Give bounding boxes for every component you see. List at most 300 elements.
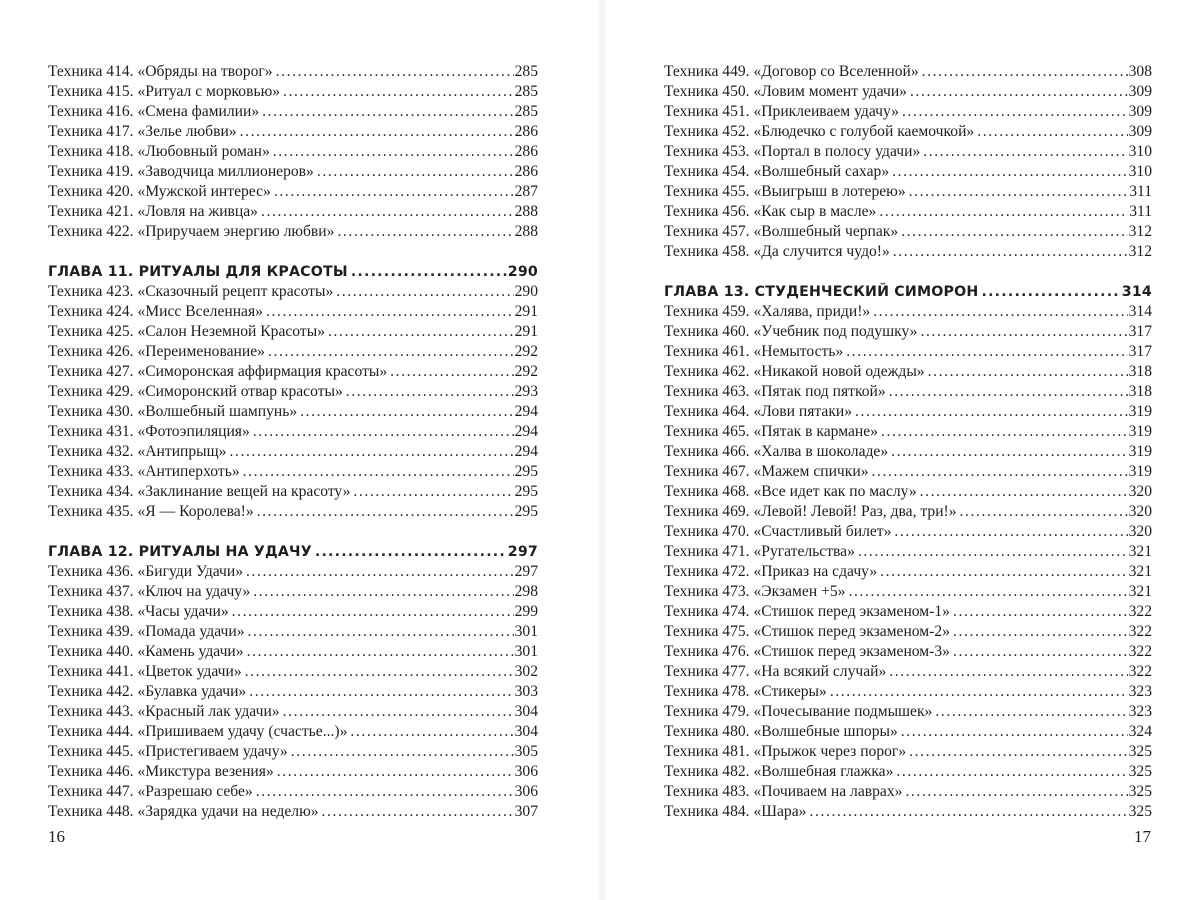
- entry-page-number: 295: [514, 483, 538, 500]
- dot-leader: [253, 582, 513, 602]
- entry-title: Техника 444. «Пришиваем удачу (счастье...)»: [48, 723, 348, 740]
- entry-page-number: 291: [514, 323, 538, 340]
- toc-entry: [664, 502, 1152, 522]
- toc-entry: [664, 302, 1152, 322]
- dot-leader: [953, 622, 1128, 642]
- entry-page-number: 288: [514, 223, 538, 240]
- dot-leader: [960, 502, 1128, 522]
- dot-leader: [266, 302, 514, 322]
- entry-title: Техника 473. «Экзамен +5»: [664, 583, 846, 600]
- entry-title: Техника 465. «Пятак в кармане»: [664, 423, 878, 440]
- dot-leader: [336, 282, 513, 302]
- dot-leader: [273, 142, 514, 162]
- entry-title: Техника 418. «Любовный роман»: [48, 143, 270, 160]
- entry-page-number: 322: [1128, 623, 1152, 640]
- entry-page-number: 301: [514, 623, 538, 640]
- toc-entry: [664, 202, 1152, 222]
- entry-page-number: 304: [514, 703, 538, 720]
- entry-title: Техника 431. «Фотоэпиляция»: [48, 423, 250, 440]
- toc-entry: [664, 562, 1152, 582]
- entry-title: Техника 471. «Ругательства»: [664, 543, 855, 560]
- entry-page-number: 285: [514, 103, 538, 120]
- dot-leader: [902, 102, 1128, 122]
- dot-leader: [276, 62, 514, 82]
- entry-title: Техника 478. «Стикеры»: [664, 683, 827, 700]
- dot-leader: [268, 342, 514, 362]
- entry-page-number: 320: [1128, 523, 1152, 540]
- toc-entry: [664, 602, 1152, 622]
- dot-leader: [855, 402, 1128, 422]
- entry-title: Техника 472. «Приказ на сдачу»: [664, 563, 878, 580]
- entry-page-number: 322: [1128, 643, 1152, 660]
- toc-entry: [48, 782, 538, 802]
- dot-leader: [346, 382, 514, 402]
- dot-leader: [928, 362, 1128, 382]
- dot-leader: [896, 762, 1127, 782]
- section-gap: [664, 262, 1152, 282]
- entry-page-number: 301: [514, 643, 538, 660]
- entry-page-number: 322: [1128, 603, 1152, 620]
- toc-entry: [48, 282, 538, 302]
- toc-entry: [664, 402, 1152, 422]
- entry-page-number: 314: [1121, 284, 1152, 300]
- dot-leader: [256, 782, 514, 802]
- entry-title: Техника 468. «Все идет как по маслу»: [664, 483, 917, 500]
- dot-leader: [277, 762, 514, 782]
- dot-leader: [889, 382, 1128, 402]
- toc-entry: [664, 122, 1152, 142]
- toc-entry: [664, 482, 1152, 502]
- entry-title: Техника 456. «Как сыр в масле»: [664, 203, 877, 220]
- entry-title: Техника 420. «Мужской интерес»: [48, 183, 271, 200]
- entry-title: Техника 453. «Портал в полосу удачи»: [664, 143, 921, 160]
- toc-entry: [664, 702, 1152, 722]
- toc-entry: [664, 762, 1152, 782]
- entry-page-number: 290: [507, 264, 538, 280]
- dot-leader: [353, 482, 513, 502]
- dot-leader: [881, 422, 1128, 442]
- entry-page-number: 314: [1128, 303, 1152, 320]
- entry-page-number: 303: [514, 683, 538, 700]
- entry-title: Техника 449. «Договор со Вселенной»: [664, 63, 919, 80]
- entry-page-number: 319: [1128, 463, 1152, 480]
- entry-title: Техника 479. «Почесывание подмышек»: [664, 703, 933, 720]
- toc-entry: [48, 382, 538, 402]
- dot-leader: [262, 102, 513, 122]
- entry-page-number: 317: [1128, 323, 1152, 340]
- toc-entry: [664, 242, 1152, 262]
- entry-page-number: 318: [1128, 363, 1152, 380]
- entry-title: Техника 414. «Обряды на творог»: [48, 63, 273, 80]
- entry-title: Техника 442. «Булавка удачи»: [48, 683, 247, 700]
- book-spine: [596, 0, 608, 900]
- toc-entry: [48, 762, 538, 782]
- dot-leader: [317, 162, 514, 182]
- toc-chapter-heading: [48, 262, 538, 282]
- entry-title: Техника 448. «Зарядка удачи на неделю»: [48, 803, 319, 820]
- entry-page-number: 320: [1128, 483, 1152, 500]
- entry-page-number: 317: [1128, 343, 1152, 360]
- dot-leader: [901, 222, 1127, 242]
- entry-page-number: 286: [514, 163, 538, 180]
- toc-entry: [48, 162, 538, 182]
- dot-leader: [322, 802, 514, 822]
- entry-page-number: 306: [514, 783, 538, 800]
- toc-entry: [664, 582, 1152, 602]
- entry-title: Техника 464. «Лови пятаки»: [664, 403, 853, 420]
- dot-leader: [901, 722, 1128, 742]
- page-number-left: 16: [48, 827, 65, 846]
- dot-leader: [249, 682, 513, 702]
- toc-entry: [48, 702, 538, 722]
- entry-title: Техника 419. «Заводчица миллионеров»: [48, 163, 314, 180]
- entry-page-number: 307: [514, 803, 538, 820]
- dot-leader: [283, 82, 514, 102]
- entry-title: Техника 467. «Мажем спички»: [664, 463, 869, 480]
- dot-leader: [291, 742, 514, 762]
- entry-title: Техника 446. «Микстура везения»: [48, 763, 274, 780]
- entry-title: Техника 480. «Волшебные шпоры»: [664, 723, 898, 740]
- entry-title: Техника 481. «Прыжок через порог»: [664, 743, 907, 760]
- toc-entry: [664, 782, 1152, 802]
- entry-title: Техника 445. «Пристегиваем удачу»: [48, 743, 288, 760]
- entry-title: Техника 422. «Приручаем энергию любви»: [48, 223, 335, 240]
- entry-page-number: 309: [1128, 103, 1152, 120]
- entry-title: Техника 466. «Халва в шоколаде»: [664, 443, 889, 460]
- dot-leader: [261, 202, 514, 222]
- dot-leader: [350, 722, 513, 742]
- entry-page-number: 311: [1129, 203, 1152, 220]
- entry-page-number: 309: [1128, 83, 1152, 100]
- dot-leader: [229, 442, 513, 462]
- dot-leader: [889, 662, 1127, 682]
- toc-entry: [664, 82, 1152, 102]
- toc-entry: [664, 802, 1152, 822]
- toc-entry: [48, 422, 538, 442]
- toc-entry: [48, 62, 538, 82]
- toc-entry: [48, 802, 538, 822]
- entry-title: Техника 458. «Да случится чудо!»: [664, 243, 890, 260]
- entry-page-number: 310: [1128, 163, 1152, 180]
- dot-leader: [315, 542, 507, 562]
- toc-entry: [664, 102, 1152, 122]
- toc-entry: [48, 502, 538, 522]
- entry-title: Техника 459. «Халява, приди!»: [664, 303, 871, 320]
- entry-page-number: 294: [514, 403, 538, 420]
- entry-page-number: 321: [1128, 543, 1152, 560]
- section-gap: [48, 242, 538, 262]
- entry-title: Техника 423. «Сказочный рецепт красоты»: [48, 283, 334, 300]
- dot-leader: [248, 622, 514, 642]
- entry-title: Техника 457. «Волшебный черпак»: [664, 223, 899, 240]
- toc-entry: [48, 582, 538, 602]
- page-number-right: 17: [1134, 827, 1151, 846]
- entry-title: Техника 429. «Симоронский отвар красоты»: [48, 383, 343, 400]
- entry-title: Техника 434. «Заклинание вещей на красоту»: [48, 483, 351, 500]
- entry-page-number: 287: [514, 183, 538, 200]
- entry-page-number: 318: [1128, 383, 1152, 400]
- dot-leader: [910, 82, 1128, 102]
- toc-entry: [664, 222, 1152, 242]
- entry-page-number: 319: [1128, 423, 1152, 440]
- entry-title: Техника 443. «Красный лак удачи»: [48, 703, 280, 720]
- entry-title: Техника 454. «Волшебный сахар»: [664, 163, 890, 180]
- toc-entry: [48, 742, 538, 762]
- dot-leader: [274, 182, 514, 202]
- dot-leader: [922, 62, 1128, 82]
- entry-page-number: 294: [514, 443, 538, 460]
- entry-page-number: 324: [1128, 723, 1152, 740]
- dot-leader: [257, 502, 514, 522]
- dot-leader: [337, 222, 513, 242]
- toc-entry: [48, 562, 538, 582]
- toc-entry: [48, 302, 538, 322]
- entry-page-number: 297: [514, 563, 538, 580]
- section-gap: [48, 522, 538, 542]
- entry-title: Техника 425. «Салон Неземной Красоты»: [48, 323, 325, 340]
- entry-page-number: 325: [1128, 763, 1152, 780]
- entry-page-number: 299: [514, 603, 538, 620]
- entry-page-number: 306: [514, 763, 538, 780]
- entry-page-number: 288: [514, 203, 538, 220]
- dot-leader: [848, 582, 1127, 602]
- toc-entry: [664, 622, 1152, 642]
- dot-leader: [909, 742, 1127, 762]
- entry-page-number: 325: [1128, 743, 1152, 760]
- entry-page-number: 321: [1128, 583, 1152, 600]
- entry-title: Техника 436. «Бигуди Удачи»: [48, 563, 244, 580]
- toc-entry: [48, 322, 538, 342]
- toc-entry: [664, 442, 1152, 462]
- dot-leader: [909, 182, 1129, 202]
- toc-entry: [48, 82, 538, 102]
- dot-leader: [892, 162, 1127, 182]
- dot-leader: [920, 482, 1128, 502]
- entry-title: Техника 455. «Выигрыш в лотерею»: [664, 183, 906, 200]
- entry-page-number: 311: [1129, 183, 1152, 200]
- entry-title: Техника 476. «Стишок перед экзаменом-3»: [664, 643, 950, 660]
- toc-entry: [48, 682, 538, 702]
- entry-title: Техника 427. «Симоронская аффирмация красоты»: [48, 363, 388, 380]
- entry-title: Техника 424. «Мисс Вселенная»: [48, 303, 263, 320]
- entry-page-number: 295: [514, 463, 538, 480]
- dot-leader: [880, 562, 1127, 582]
- toc-entry: [48, 142, 538, 162]
- toc-entry: [48, 202, 538, 222]
- entry-title: Техника 450. «Ловим момент удачи»: [664, 83, 907, 100]
- entry-page-number: 293: [514, 383, 538, 400]
- toc-entry: [48, 662, 538, 682]
- toc-entry: [48, 602, 538, 622]
- entry-page-number: 320: [1128, 503, 1152, 520]
- toc-chapter-heading: [664, 282, 1152, 302]
- entry-title: Техника 439. «Помада удачи»: [48, 623, 245, 640]
- toc-entry: [664, 182, 1152, 202]
- dot-leader: [232, 602, 514, 622]
- entry-page-number: 325: [1128, 783, 1152, 800]
- entry-page-number: 292: [514, 363, 538, 380]
- entry-title: Техника 451. «Приклеиваем удачу»: [664, 103, 899, 120]
- dot-leader: [977, 122, 1127, 142]
- dot-leader: [905, 782, 1127, 802]
- toc-entry: [664, 642, 1152, 662]
- dot-leader: [245, 662, 514, 682]
- entry-title: Техника 426. «Переименование»: [48, 343, 265, 360]
- chapter-title: ГЛАВА 12. РИТУАЛЫ НА УДАЧУ: [48, 544, 312, 560]
- dot-leader: [240, 122, 514, 142]
- entry-title: Техника 438. «Часы удачи»: [48, 603, 229, 620]
- entry-title: Техника 483. «Почиваем на лаврах»: [664, 783, 903, 800]
- entry-title: Техника 421. «Ловля на живца»: [48, 203, 258, 220]
- entry-title: Техника 433. «Антиперхоть»: [48, 463, 240, 480]
- toc-entry: [48, 122, 538, 142]
- dot-leader: [893, 242, 1128, 262]
- entry-page-number: 298: [514, 583, 538, 600]
- entry-title: Техника 430. «Волшебный шампунь»: [48, 403, 298, 420]
- toc-entry: [664, 142, 1152, 162]
- toc-chapter-heading: [48, 542, 538, 562]
- toc-entry: [48, 622, 538, 642]
- toc-entry: [664, 322, 1152, 342]
- dot-leader: [390, 362, 513, 382]
- dot-leader: [246, 562, 514, 582]
- entry-page-number: 308: [1128, 63, 1152, 80]
- toc-entry: [48, 482, 538, 502]
- entry-title: Техника 417. «Зелье любви»: [48, 123, 237, 140]
- dot-leader: [894, 522, 1127, 542]
- entry-title: Техника 440. «Камень удачи»: [48, 643, 244, 660]
- entry-title: Техника 470. «Счастливый билет»: [664, 523, 892, 540]
- left-page-toc: [48, 62, 538, 822]
- dot-leader: [253, 422, 514, 442]
- entry-title: Техника 475. «Стишок перед экзаменом-2»: [664, 623, 950, 640]
- toc-entry: [664, 542, 1152, 562]
- right-page-toc: [664, 62, 1152, 822]
- toc-entry: [664, 422, 1152, 442]
- entry-title: Техника 441. «Цветок удачи»: [48, 663, 242, 680]
- toc-entry: [664, 522, 1152, 542]
- entry-page-number: 310: [1128, 143, 1152, 160]
- toc-entry: [664, 682, 1152, 702]
- dot-leader: [830, 682, 1128, 702]
- entry-title: Техника 432. «Антипрыщ»: [48, 443, 227, 460]
- toc-entry: [48, 222, 538, 242]
- entry-title: Техника 474. «Стишок перед экзаменом-1»: [664, 603, 950, 620]
- entry-page-number: 285: [514, 83, 538, 100]
- entry-page-number: 286: [514, 143, 538, 160]
- entry-page-number: 323: [1128, 683, 1152, 700]
- toc-entry: [664, 162, 1152, 182]
- entry-page-number: 286: [514, 123, 538, 140]
- toc-entry: [664, 342, 1152, 362]
- dot-leader: [809, 802, 1127, 822]
- dot-leader: [953, 602, 1128, 622]
- entry-title: Техника 469. «Левой! Левой! Раз, два, три!»: [664, 503, 957, 520]
- entry-page-number: 312: [1128, 223, 1152, 240]
- dot-leader: [920, 322, 1127, 342]
- entry-title: Техника 460. «Учебник под подушку»: [664, 323, 918, 340]
- entry-page-number: 325: [1128, 803, 1152, 820]
- toc-entry: [664, 362, 1152, 382]
- dot-leader: [891, 442, 1127, 462]
- entry-page-number: 312: [1128, 243, 1152, 260]
- dot-leader: [879, 202, 1128, 222]
- entry-title: Техника 452. «Блюдечко с голубой каемочкой»: [664, 123, 975, 140]
- toc-entry: [664, 662, 1152, 682]
- toc-entry: [48, 362, 538, 382]
- toc-entry: [48, 102, 538, 122]
- entry-page-number: 305: [514, 743, 538, 760]
- entry-title: Техника 482. «Волшебная глажка»: [664, 763, 894, 780]
- dot-leader: [872, 462, 1128, 482]
- dot-leader: [328, 322, 514, 342]
- entry-page-number: 309: [1128, 123, 1152, 140]
- entry-page-number: 290: [514, 283, 538, 300]
- dot-leader: [858, 542, 1128, 562]
- dot-leader: [247, 642, 514, 662]
- toc-entry: [664, 382, 1152, 402]
- dot-leader: [351, 262, 507, 282]
- dot-leader: [243, 462, 514, 482]
- entry-title: Техника 415. «Ритуал с морковью»: [48, 83, 281, 100]
- toc-entry: [48, 402, 538, 422]
- entry-page-number: 292: [514, 343, 538, 360]
- entry-title: Техника 435. «Я — Королева!»: [48, 503, 254, 520]
- toc-entry: [664, 462, 1152, 482]
- chapter-title: ГЛАВА 11. РИТУАЛЫ ДЛЯ КРАСОТЫ: [48, 264, 348, 280]
- chapter-title: ГЛАВА 13. СТУДЕНЧЕСКИЙ СИМОРОН: [664, 284, 979, 300]
- toc-entry: [664, 742, 1152, 762]
- entry-title: Техника 416. «Смена фамилии»: [48, 103, 260, 120]
- entry-title: Техника 447. «Разрешаю себе»: [48, 783, 253, 800]
- entry-page-number: 294: [514, 423, 538, 440]
- toc-entry: [48, 342, 538, 362]
- entry-page-number: 302: [514, 663, 538, 680]
- toc-entry: [664, 62, 1152, 82]
- entry-title: Техника 477. «На всякий случай»: [664, 663, 887, 680]
- entry-page-number: 285: [514, 63, 538, 80]
- entry-title: Техника 484. «Шара»: [664, 803, 807, 820]
- entry-page-number: 321: [1128, 563, 1152, 580]
- dot-leader: [846, 342, 1127, 362]
- entry-page-number: 323: [1128, 703, 1152, 720]
- toc-entry: [664, 722, 1152, 742]
- toc-entry: [48, 722, 538, 742]
- dot-leader: [953, 642, 1128, 662]
- entry-page-number: 322: [1128, 663, 1152, 680]
- dot-leader: [873, 302, 1127, 322]
- dot-leader: [283, 702, 514, 722]
- entry-title: Техника 461. «Немытость»: [664, 343, 844, 360]
- entry-page-number: 295: [514, 503, 538, 520]
- dot-leader: [923, 142, 1127, 162]
- entry-page-number: 319: [1128, 403, 1152, 420]
- toc-entry: [48, 442, 538, 462]
- dot-leader: [982, 282, 1121, 302]
- dot-leader: [935, 702, 1127, 722]
- toc-entry: [48, 642, 538, 662]
- entry-page-number: 304: [514, 723, 538, 740]
- dot-leader: [300, 402, 513, 422]
- entry-title: Техника 462. «Никакой новой одежды»: [664, 363, 925, 380]
- entry-title: Техника 463. «Пятак под пяткой»: [664, 383, 886, 400]
- entry-page-number: 297: [507, 544, 538, 560]
- toc-entry: [48, 182, 538, 202]
- toc-entry: [48, 462, 538, 482]
- entry-title: Техника 437. «Ключ на удачу»: [48, 583, 251, 600]
- entry-page-number: 319: [1128, 443, 1152, 460]
- entry-page-number: 291: [514, 303, 538, 320]
